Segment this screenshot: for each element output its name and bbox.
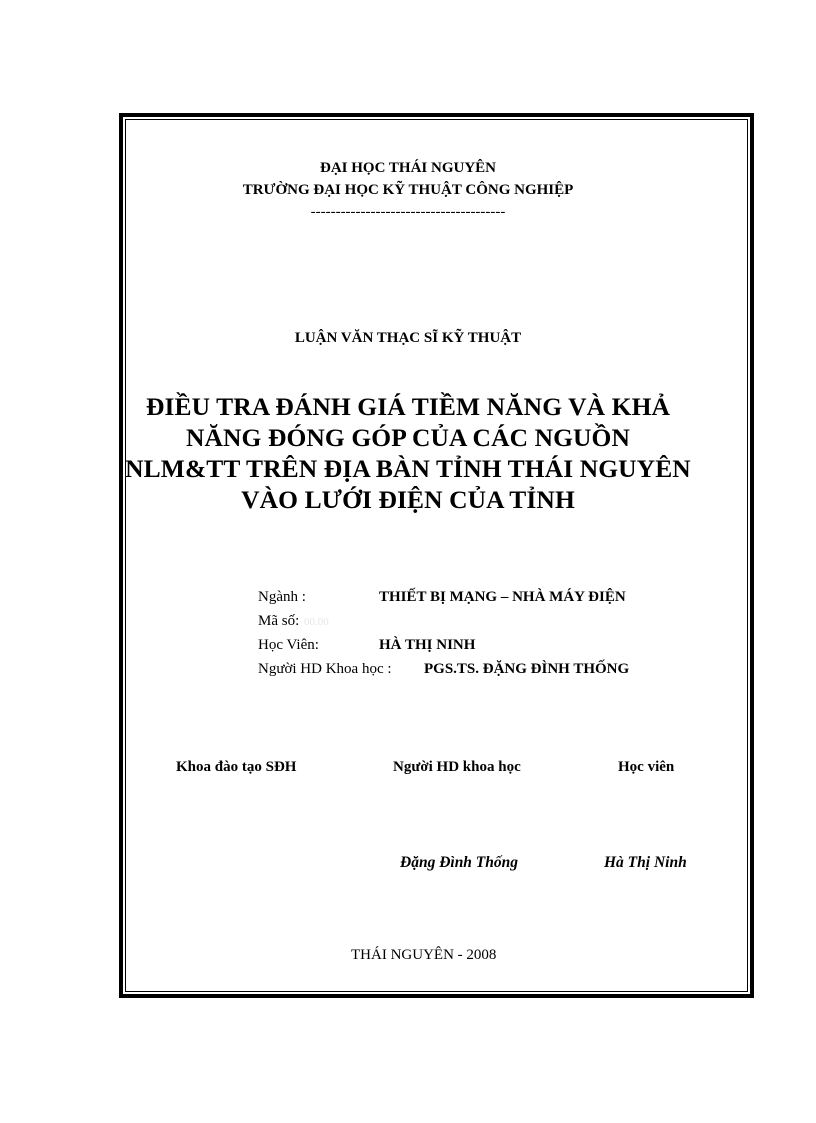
advisor-label: Người HD Khoa học : [258,661,392,677]
student-signature-label: Học viên [618,759,675,775]
code-value: 00.00 [304,616,329,628]
code-label: Mã số: [258,613,300,629]
header-divider: --------------------------------------- [310,204,506,220]
thesis-title-line-1: ĐIỀU TRA ĐÁNH GIÁ TIỀM NĂNG VÀ KHẢ [145,392,671,421]
student-signed-name: Hà Thị Ninh [604,854,687,871]
university-name: ĐẠI HỌC THÁI NGUYÊN [320,160,496,176]
advisor-signature-label: Người HD khoa học [393,759,521,775]
student-value: HÀ THỊ NINH [379,637,476,653]
degree-type: LUẬN VĂN THẠC SĨ KỸ THUẬT [294,330,522,346]
thesis-title-line-2: NĂNG ĐÓNG GÓP CỦA CÁC NGUỒN [186,423,630,452]
major-value: THIẾT BỊ MẠNG – NHÀ MÁY ĐIỆN [379,589,626,605]
place-year: THÁI NGUYÊN - 2008 [351,947,497,963]
thesis-title-line-3: NLM&TT TRÊN ĐỊA BÀN TỈNH THÁI NGUYÊN [125,454,691,483]
advisor-value: PGS.TS. ĐẶNG ĐÌNH THỐNG [424,661,630,677]
advisor-signed-name: Đặng Đình Thống [400,854,519,871]
student-label: Học Viên: [258,637,319,653]
faculty-signature-label: Khoa đào tạo SĐH [176,759,297,775]
school-name: TRƯỜNG ĐẠI HỌC KỸ THUẬT CÔNG NGHIỆP [242,182,574,198]
thesis-title-line-4: VÀO LƯỚI ĐIỆN CỦA TỈNH [241,485,575,514]
major-label: Ngành : [258,589,306,605]
